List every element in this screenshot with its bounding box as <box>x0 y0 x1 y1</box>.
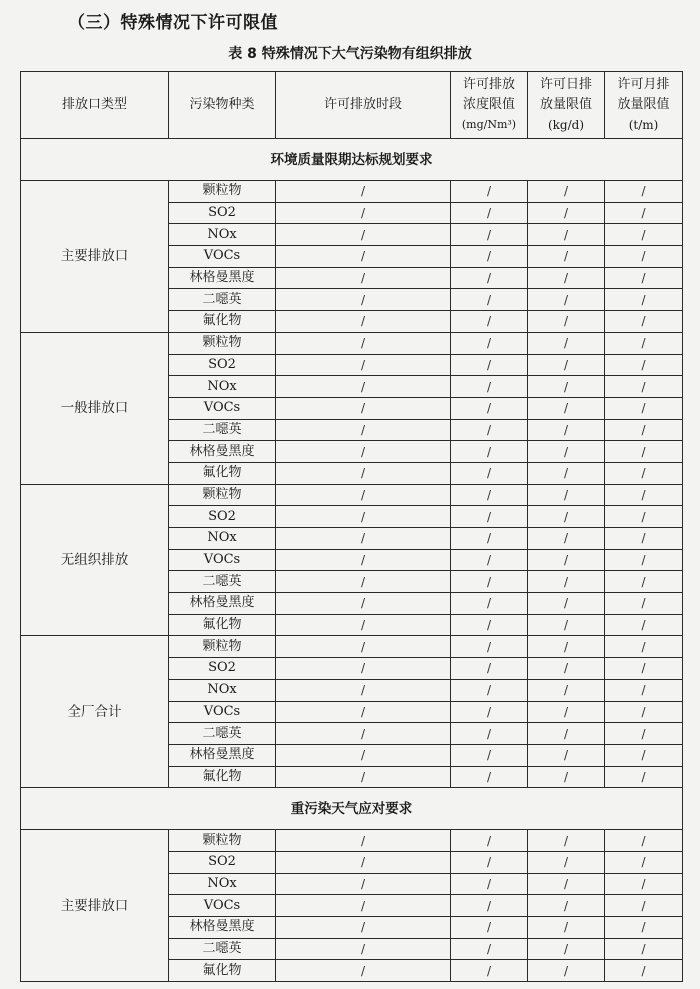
concentration-limit-cell: / <box>451 658 528 680</box>
concentration-limit-cell: / <box>451 441 528 463</box>
daily-limit-cell: / <box>528 332 605 354</box>
daily-limit-cell: / <box>528 614 605 636</box>
pollutant-cell: 颗粒物 <box>169 830 276 852</box>
daily-limit-cell: / <box>528 636 605 658</box>
emission-limits-table <box>20 71 683 982</box>
table-header-row <box>21 72 683 139</box>
concentration-limit-cell: / <box>451 917 528 939</box>
permitted-period-cell: / <box>276 614 451 636</box>
permitted-period-cell: / <box>276 267 451 289</box>
monthly-limit-cell: / <box>605 723 683 745</box>
monthly-limit-cell: / <box>605 766 683 788</box>
header-line: 许可月排 <box>617 77 670 92</box>
pollutant-cell: 氟化物 <box>169 614 276 636</box>
header-line: 浓度限值 <box>462 97 515 112</box>
daily-limit-cell: / <box>528 895 605 917</box>
permitted-period-cell: / <box>276 830 451 852</box>
outlet-type-cell: 主要排放口 <box>21 830 169 982</box>
header-pollutant-type: 污染物种类 <box>169 72 276 139</box>
outlet-type-cell: 主要排放口 <box>21 181 169 333</box>
daily-limit-cell: / <box>528 917 605 939</box>
permitted-period-cell: / <box>276 354 451 376</box>
table-row <box>21 636 683 658</box>
pollutant-cell: 颗粒物 <box>169 332 276 354</box>
table-row <box>21 484 683 506</box>
concentration-limit-cell: / <box>451 181 528 203</box>
daily-limit-cell: / <box>528 851 605 873</box>
header-unit: (t/m) <box>628 118 659 132</box>
header-concentration-limit <box>451 72 528 139</box>
pollutant-cell: 氟化物 <box>169 462 276 484</box>
monthly-limit-cell: / <box>605 851 683 873</box>
concentration-limit-cell: / <box>451 830 528 852</box>
concentration-limit-cell: / <box>451 895 528 917</box>
concentration-limit-cell: / <box>451 397 528 419</box>
monthly-limit-cell: / <box>605 332 683 354</box>
pollutant-cell: 氟化物 <box>169 311 276 333</box>
section-row <box>21 788 683 830</box>
permitted-period-cell: / <box>276 766 451 788</box>
concentration-limit-cell: / <box>451 376 528 398</box>
daily-limit-cell: / <box>528 679 605 701</box>
monthly-limit-cell: / <box>605 593 683 615</box>
daily-limit-cell: / <box>528 506 605 528</box>
permitted-period-cell: / <box>276 658 451 680</box>
pollutant-cell: 林格曼黑度 <box>169 267 276 289</box>
header-unit: (mg/Nm³) <box>461 118 517 131</box>
concentration-limit-cell: / <box>451 419 528 441</box>
concentration-limit-cell: / <box>451 549 528 571</box>
daily-limit-cell: / <box>528 246 605 268</box>
concentration-limit-cell: / <box>451 938 528 960</box>
pollutant-cell: NOx <box>169 528 276 550</box>
pollutant-cell: VOCs <box>169 397 276 419</box>
monthly-limit-cell: / <box>605 267 683 289</box>
daily-limit-cell: / <box>528 701 605 723</box>
monthly-limit-cell: / <box>605 701 683 723</box>
concentration-limit-cell: / <box>451 246 528 268</box>
permitted-period-cell: / <box>276 960 451 982</box>
pollutant-cell: 二噁英 <box>169 938 276 960</box>
permitted-period-cell: / <box>276 311 451 333</box>
table-caption: 表 8 特殊情况下大气污染物有组织排放 <box>228 46 472 62</box>
concentration-limit-cell: / <box>451 267 528 289</box>
permitted-period-cell: / <box>276 636 451 658</box>
monthly-limit-cell: / <box>605 571 683 593</box>
monthly-limit-cell: / <box>605 528 683 550</box>
monthly-limit-cell: / <box>605 895 683 917</box>
monthly-limit-cell: / <box>605 744 683 766</box>
monthly-limit-cell: / <box>605 397 683 419</box>
daily-limit-cell: / <box>528 723 605 745</box>
permitted-period-cell: / <box>276 528 451 550</box>
table-row <box>21 830 683 852</box>
concentration-limit-cell: / <box>451 289 528 311</box>
monthly-limit-cell: / <box>605 636 683 658</box>
pollutant-cell: 林格曼黑度 <box>169 593 276 615</box>
section-title: 环境质量限期达标规划要求 <box>21 139 683 181</box>
pollutant-cell: VOCs <box>169 246 276 268</box>
pollutant-cell: SO2 <box>169 354 276 376</box>
monthly-limit-cell: / <box>605 658 683 680</box>
permitted-period-cell: / <box>276 181 451 203</box>
pollutant-cell: 二噁英 <box>169 289 276 311</box>
monthly-limit-cell: / <box>605 549 683 571</box>
permitted-period-cell: / <box>276 593 451 615</box>
daily-limit-cell: / <box>528 181 605 203</box>
pollutant-cell: 氟化物 <box>169 766 276 788</box>
concentration-limit-cell: / <box>451 332 528 354</box>
pollutant-cell: 二噁英 <box>169 723 276 745</box>
daily-limit-cell: / <box>528 549 605 571</box>
monthly-limit-cell: / <box>605 224 683 246</box>
pollutant-cell: 颗粒物 <box>169 484 276 506</box>
monthly-limit-cell: / <box>605 419 683 441</box>
concentration-limit-cell: / <box>451 224 528 246</box>
header-outlet-type: 排放口类型 <box>21 72 169 139</box>
table-row <box>21 332 683 354</box>
daily-limit-cell: / <box>528 441 605 463</box>
permitted-period-cell: / <box>276 723 451 745</box>
daily-limit-cell: / <box>528 528 605 550</box>
table-row <box>21 181 683 203</box>
permitted-period-cell: / <box>276 506 451 528</box>
concentration-limit-cell: / <box>451 766 528 788</box>
concentration-limit-cell: / <box>451 484 528 506</box>
permitted-period-cell: / <box>276 376 451 398</box>
daily-limit-cell: / <box>528 311 605 333</box>
pollutant-cell: VOCs <box>169 701 276 723</box>
daily-limit-cell: / <box>528 354 605 376</box>
header-line: 放量限值 <box>617 97 670 112</box>
permitted-period-cell: / <box>276 246 451 268</box>
permitted-period-cell: / <box>276 549 451 571</box>
permitted-period-cell: / <box>276 462 451 484</box>
permitted-period-cell: / <box>276 917 451 939</box>
daily-limit-cell: / <box>528 830 605 852</box>
monthly-limit-cell: / <box>605 462 683 484</box>
daily-limit-cell: / <box>528 202 605 224</box>
monthly-limit-cell: / <box>605 960 683 982</box>
monthly-limit-cell: / <box>605 938 683 960</box>
pollutant-cell: 林格曼黑度 <box>169 917 276 939</box>
permitted-period-cell: / <box>276 938 451 960</box>
daily-limit-cell: / <box>528 571 605 593</box>
pollutant-cell: SO2 <box>169 202 276 224</box>
daily-limit-cell: / <box>528 744 605 766</box>
daily-limit-cell: / <box>528 224 605 246</box>
header-unit: (kg/d) <box>547 118 585 132</box>
permitted-period-cell: / <box>276 873 451 895</box>
concentration-limit-cell: / <box>451 462 528 484</box>
monthly-limit-cell: / <box>605 679 683 701</box>
header-line: 许可排放 <box>462 77 515 92</box>
permitted-period-cell: / <box>276 744 451 766</box>
pollutant-cell: 林格曼黑度 <box>169 744 276 766</box>
monthly-limit-cell: / <box>605 441 683 463</box>
daily-limit-cell: / <box>528 938 605 960</box>
pollutant-cell: NOx <box>169 873 276 895</box>
monthly-limit-cell: / <box>605 506 683 528</box>
concentration-limit-cell: / <box>451 593 528 615</box>
pollutant-cell: VOCs <box>169 895 276 917</box>
permitted-period-cell: / <box>276 895 451 917</box>
header-permitted-period: 许可排放时段 <box>276 72 451 139</box>
monthly-limit-cell: / <box>605 830 683 852</box>
monthly-limit-cell: / <box>605 614 683 636</box>
pollutant-cell: 颗粒物 <box>169 181 276 203</box>
section-title: 重污染天气应对要求 <box>21 788 683 830</box>
daily-limit-cell: / <box>528 397 605 419</box>
permitted-period-cell: / <box>276 289 451 311</box>
permitted-period-cell: / <box>276 332 451 354</box>
concentration-limit-cell: / <box>451 528 528 550</box>
concentration-limit-cell: / <box>451 873 528 895</box>
concentration-limit-cell: / <box>451 354 528 376</box>
concentration-limit-cell: / <box>451 202 528 224</box>
permitted-period-cell: / <box>276 571 451 593</box>
concentration-limit-cell: / <box>451 851 528 873</box>
permitted-period-cell: / <box>276 419 451 441</box>
daily-limit-cell: / <box>528 766 605 788</box>
monthly-limit-cell: / <box>605 484 683 506</box>
concentration-limit-cell: / <box>451 960 528 982</box>
concentration-limit-cell: / <box>451 723 528 745</box>
pollutant-cell: SO2 <box>169 506 276 528</box>
monthly-limit-cell: / <box>605 202 683 224</box>
concentration-limit-cell: / <box>451 701 528 723</box>
pollutant-cell: NOx <box>169 376 276 398</box>
pollutant-cell: SO2 <box>169 658 276 680</box>
monthly-limit-cell: / <box>605 289 683 311</box>
outlet-type-cell: 一般排放口 <box>21 332 169 484</box>
daily-limit-cell: / <box>528 289 605 311</box>
outlet-type-cell: 无组织排放 <box>21 484 169 636</box>
concentration-limit-cell: / <box>451 571 528 593</box>
permitted-period-cell: / <box>276 224 451 246</box>
daily-limit-cell: / <box>528 960 605 982</box>
monthly-limit-cell: / <box>605 917 683 939</box>
monthly-limit-cell: / <box>605 354 683 376</box>
pollutant-cell: NOx <box>169 679 276 701</box>
section-heading: （三）特殊情况下许可限值 <box>68 13 278 33</box>
permitted-period-cell: / <box>276 484 451 506</box>
pollutant-cell: 林格曼黑度 <box>169 441 276 463</box>
header-line: 放量限值 <box>539 97 592 112</box>
concentration-limit-cell: / <box>451 636 528 658</box>
pollutant-cell: 二噁英 <box>169 419 276 441</box>
table-body <box>21 139 683 982</box>
daily-limit-cell: / <box>528 484 605 506</box>
monthly-limit-cell: / <box>605 246 683 268</box>
permitted-period-cell: / <box>276 851 451 873</box>
pollutant-cell: 颗粒物 <box>169 636 276 658</box>
permitted-period-cell: / <box>276 701 451 723</box>
header-daily-limit <box>528 72 605 139</box>
outlet-type-cell: 全厂合计 <box>21 636 169 788</box>
monthly-limit-cell: / <box>605 311 683 333</box>
permitted-period-cell: / <box>276 441 451 463</box>
daily-limit-cell: / <box>528 658 605 680</box>
header-monthly-limit <box>605 72 683 139</box>
permitted-period-cell: / <box>276 202 451 224</box>
concentration-limit-cell: / <box>451 614 528 636</box>
monthly-limit-cell: / <box>605 181 683 203</box>
daily-limit-cell: / <box>528 267 605 289</box>
monthly-limit-cell: / <box>605 873 683 895</box>
pollutant-cell: SO2 <box>169 851 276 873</box>
daily-limit-cell: / <box>528 419 605 441</box>
pollutant-cell: VOCs <box>169 549 276 571</box>
section-row <box>21 139 683 181</box>
concentration-limit-cell: / <box>451 311 528 333</box>
concentration-limit-cell: / <box>451 744 528 766</box>
daily-limit-cell: / <box>528 873 605 895</box>
pollutant-cell: NOx <box>169 224 276 246</box>
daily-limit-cell: / <box>528 376 605 398</box>
monthly-limit-cell: / <box>605 376 683 398</box>
daily-limit-cell: / <box>528 593 605 615</box>
permitted-period-cell: / <box>276 397 451 419</box>
header-line: 许可日排 <box>539 77 592 92</box>
pollutant-cell: 二噁英 <box>169 571 276 593</box>
permitted-period-cell: / <box>276 679 451 701</box>
concentration-limit-cell: / <box>451 679 528 701</box>
concentration-limit-cell: / <box>451 506 528 528</box>
pollutant-cell: 氟化物 <box>169 960 276 982</box>
daily-limit-cell: / <box>528 462 605 484</box>
